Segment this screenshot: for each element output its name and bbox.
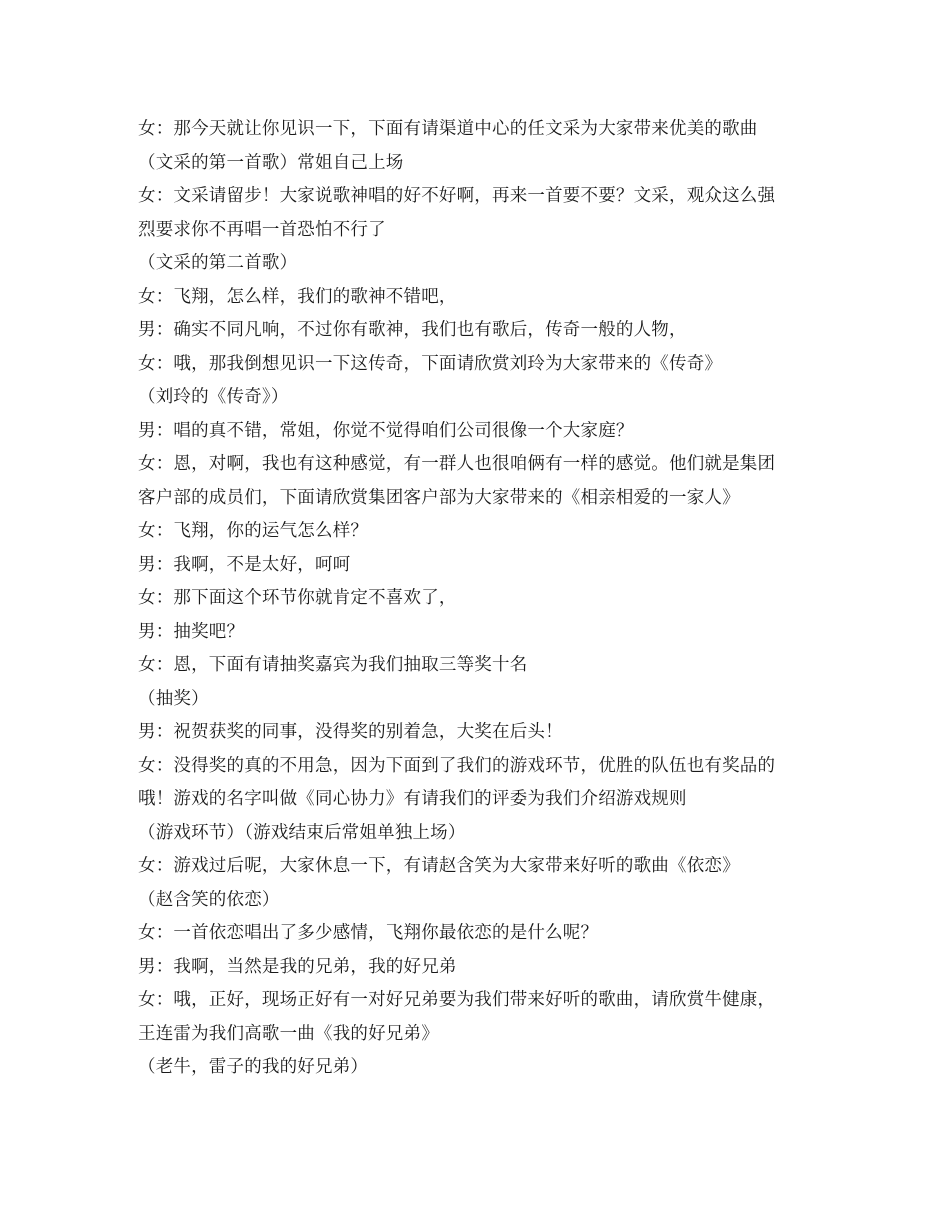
text-line: （赵含笑的依恋）: [138, 889, 280, 910]
text-line: 女：哦，那我倒想见识一下这传奇，下面请欣赏刘玲为大家带来的《传奇》: [138, 353, 723, 374]
text-line: 女：恩，对啊，我也有这种感觉，有一群人也很咱俩有一样的感觉。他们就是集团: [138, 454, 776, 474]
text-line: （游戏环节）（游戏结束后常姐单独上场）: [138, 822, 466, 843]
text-line: 女：飞翔，你的运气怎么样？: [138, 521, 369, 541]
text-line: 女：那下面这个环节你就肯定不喜欢了，: [138, 588, 457, 608]
text-line: 男：我啊，不是太好，呵呵: [138, 554, 351, 575]
text-line: （老牛，雷子的我的好兄弟）: [138, 1057, 369, 1077]
text-line: 女：飞翔，怎么样，我们的歌神不错吧，: [138, 286, 457, 307]
text-line: 女：没得奖的真的不用急，因为下面到了我们的游戏环节，优胜的队伍也有奖品的: [138, 755, 776, 776]
text-line: 男：确实不同凡响，不过你有歌神，我们也有歌后，传奇一般的人物，: [138, 320, 687, 340]
text-line: （抽奖）: [138, 688, 209, 709]
text-line: （文采的第一首歌）常姐自己上场: [138, 152, 404, 173]
text-line: 王连雷为我们高歌一曲《我的好兄弟》: [138, 1023, 439, 1044]
text-line: 男：唱的真不错，常姐，你觉不觉得咱们公司很像一个大家庭？: [138, 420, 634, 441]
text-line: 女：那今天就让你见识一下，下面有请渠道中心的任文采为大家带来优美的歌曲: [138, 119, 758, 139]
text-line: （刘玲的《传奇》）: [138, 387, 289, 407]
text-line: 哦！游戏的名字叫做《同心协力》有请我们的评委为我们介绍游戏规则: [138, 789, 687, 809]
text-line: 女：文采请留步！大家说歌神唱的好不好啊，再来一首要不要？文采，观众这么强: [138, 186, 776, 206]
script-text-body: [138, 113, 818, 1085]
text-line: 男：抽奖吧？: [138, 621, 245, 642]
text-line: 女：一首依恋唱出了多少感情，飞翔你最依恋的是什么呢？: [138, 923, 599, 943]
text-line: 女：哦，正好，现场正好有一对好兄弟要为我们带来好听的歌曲，请欣赏牛健康，: [138, 990, 776, 1010]
text-line: 男：祝贺获奖的同事，没得奖的别着急，大奖在后头！: [138, 722, 563, 742]
text-line: 女：游戏过后呢，大家休息一下，有请赵含笑为大家带来好听的歌曲《依恋》: [138, 856, 740, 876]
text-line: 烈要求你不再唱一首恐怕不行了: [138, 219, 386, 240]
text-line: 客户部的成员们，下面请欣赏集团客户部为大家带来的《相亲相爱的一家人》: [138, 487, 740, 508]
text-line: 男：我啊，当然是我的兄弟，我的好兄弟: [138, 956, 457, 977]
text-line: （文采的第二首歌）: [138, 253, 298, 273]
text-line: 女：恩，下面有请抽奖嘉宾为我们抽取三等奖十名: [138, 655, 528, 675]
